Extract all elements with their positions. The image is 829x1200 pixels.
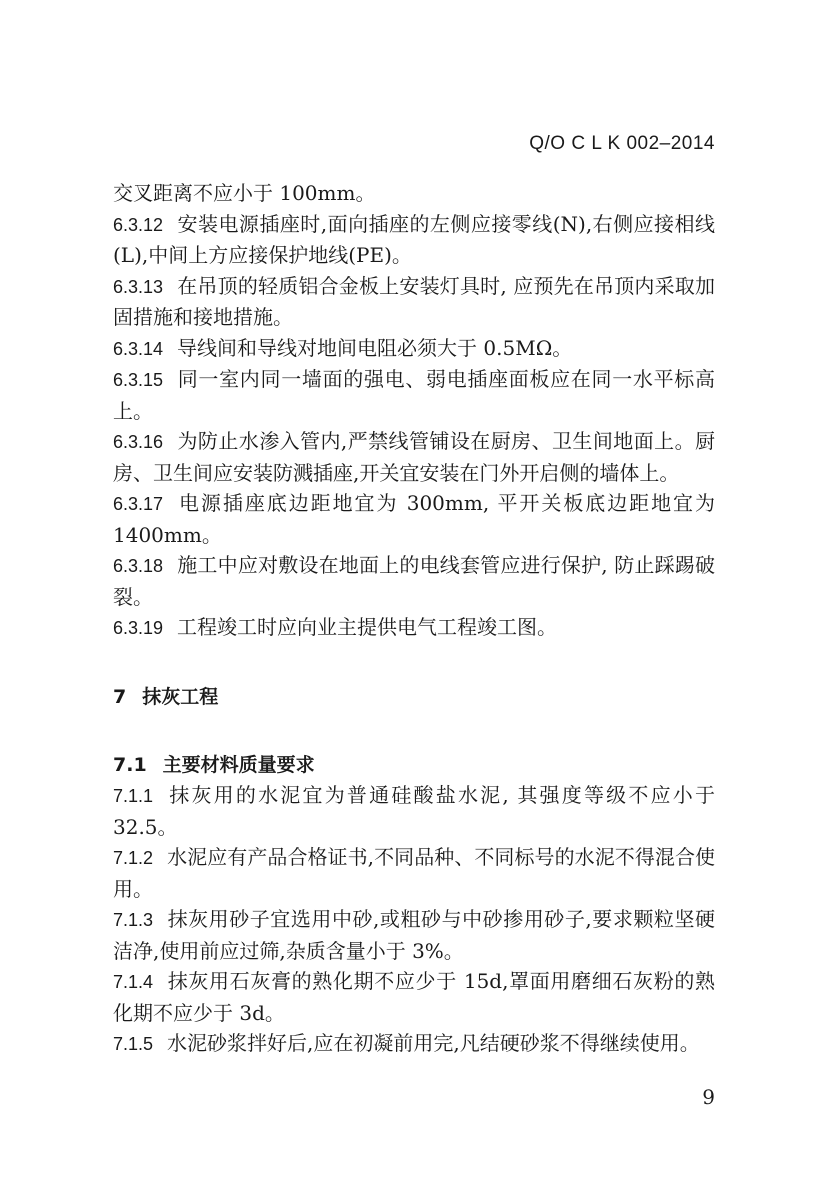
clause-text: 抹灰用石灰膏的熟化期不应少于 15d,罩面用磨细石灰粉的熟化期不应少于 3d。 [113, 969, 715, 1025]
clause-6-3-18 [113, 550, 715, 612]
clause-number: 6.3.16 [113, 432, 164, 452]
clause-text: 导线间和导线对地间电阻必须大于 0.5MΩ。 [177, 335, 573, 360]
clause-number: 7.1.1 [113, 786, 154, 806]
page-number: 9 [702, 1085, 715, 1109]
standard-code: Q/O C L K 002–2014 [529, 133, 715, 154]
clause-number: 6.3.12 [113, 214, 164, 235]
clause-6-3-17 [113, 488, 715, 550]
continuation-text: 交叉距离不应小于 100mm。 [113, 181, 376, 205]
chapter-title: 抹灰工程 [142, 685, 219, 708]
clause-number: 6.3.15 [113, 370, 164, 390]
chapter-number: 7 [113, 685, 127, 708]
clause-number: 6.3.18 [113, 556, 164, 576]
clause-number: 7.1.2 [113, 848, 154, 868]
clause-text: 安装电源插座时,面向插座的左侧应接零线(N),右侧应接相线(L),中间上方应接保护地线(PE)。 [113, 211, 715, 267]
clause-text: 水泥砂浆拌好后,应在初凝前用完,凡结硬砂浆不得继续使用。 [167, 1031, 700, 1055]
clause-number: 6.3.14 [113, 338, 164, 359]
clause-6-3-12 [113, 209, 715, 271]
clause-number: 6.3.17 [113, 494, 164, 514]
clause-text: 为防止水渗入管内,严禁线管铺设在厨房、卫生间地面上。厨房、卫生间应安装防溅插座,开关宜安装在门外开启侧的墙体上。 [113, 429, 715, 485]
clause-number: 7.1.4 [113, 972, 154, 992]
clause-7-1-2 [113, 842, 715, 904]
clause-number: 6.3.13 [113, 276, 164, 297]
clause-text: 同一室内同一墙面的强电、弱电插座面板应在同一水平标高上。 [113, 367, 715, 423]
clause-6-3-15 [113, 364, 715, 426]
clause-7-1-3 [113, 904, 715, 966]
body-text [113, 178, 715, 1060]
clause-text: 水泥应有产品合格证书,不同品种、不同标号的水泥不得混合使用。 [113, 845, 715, 901]
clause-text: 工程竣工时应向业主提供电气工程竣工图。 [177, 615, 558, 639]
clause-6-3-13 [113, 271, 715, 333]
clause-7-1-1 [113, 780, 715, 842]
clause-number: 7.1.5 [113, 1034, 154, 1054]
clause-7-1-5 [113, 1028, 715, 1060]
clause-7-1-4 [113, 966, 715, 1028]
clause-number: 7.1.3 [113, 910, 154, 930]
clause-number: 6.3.19 [113, 618, 164, 638]
clause-6-3-19 [113, 612, 715, 644]
clause-text: 抹灰用砂子宜选用中砂,或粗砂与中砂掺用砂子,要求颗粒坚硬洁净,使用前应过筛,杂质含量小于 3%。 [113, 907, 715, 963]
section-title: 主要材料质量要求 [162, 753, 315, 776]
clause-6-3-14 [113, 333, 715, 365]
clause-6-3-16 [113, 426, 715, 488]
clause-text: 施工中应对敷设在地面上的电线套管应进行保护, 防止踩踢破裂。 [113, 553, 715, 609]
section-number: 7.1 [113, 753, 147, 776]
clause-text: 电源插座底边距地宜为 300mm, 平开关板底边距地宜为 1400mm。 [113, 491, 715, 547]
chapter-heading [113, 682, 715, 712]
clause-text: 在吊顶的轻质铝合金板上安装灯具时, 应预先在吊顶内采取加固措施和接地措施。 [113, 273, 715, 329]
section-heading [113, 750, 715, 781]
clause-text: 抹灰用的水泥宜为普通硅酸盐水泥, 其强度等级不应小于 32.5。 [113, 783, 715, 839]
